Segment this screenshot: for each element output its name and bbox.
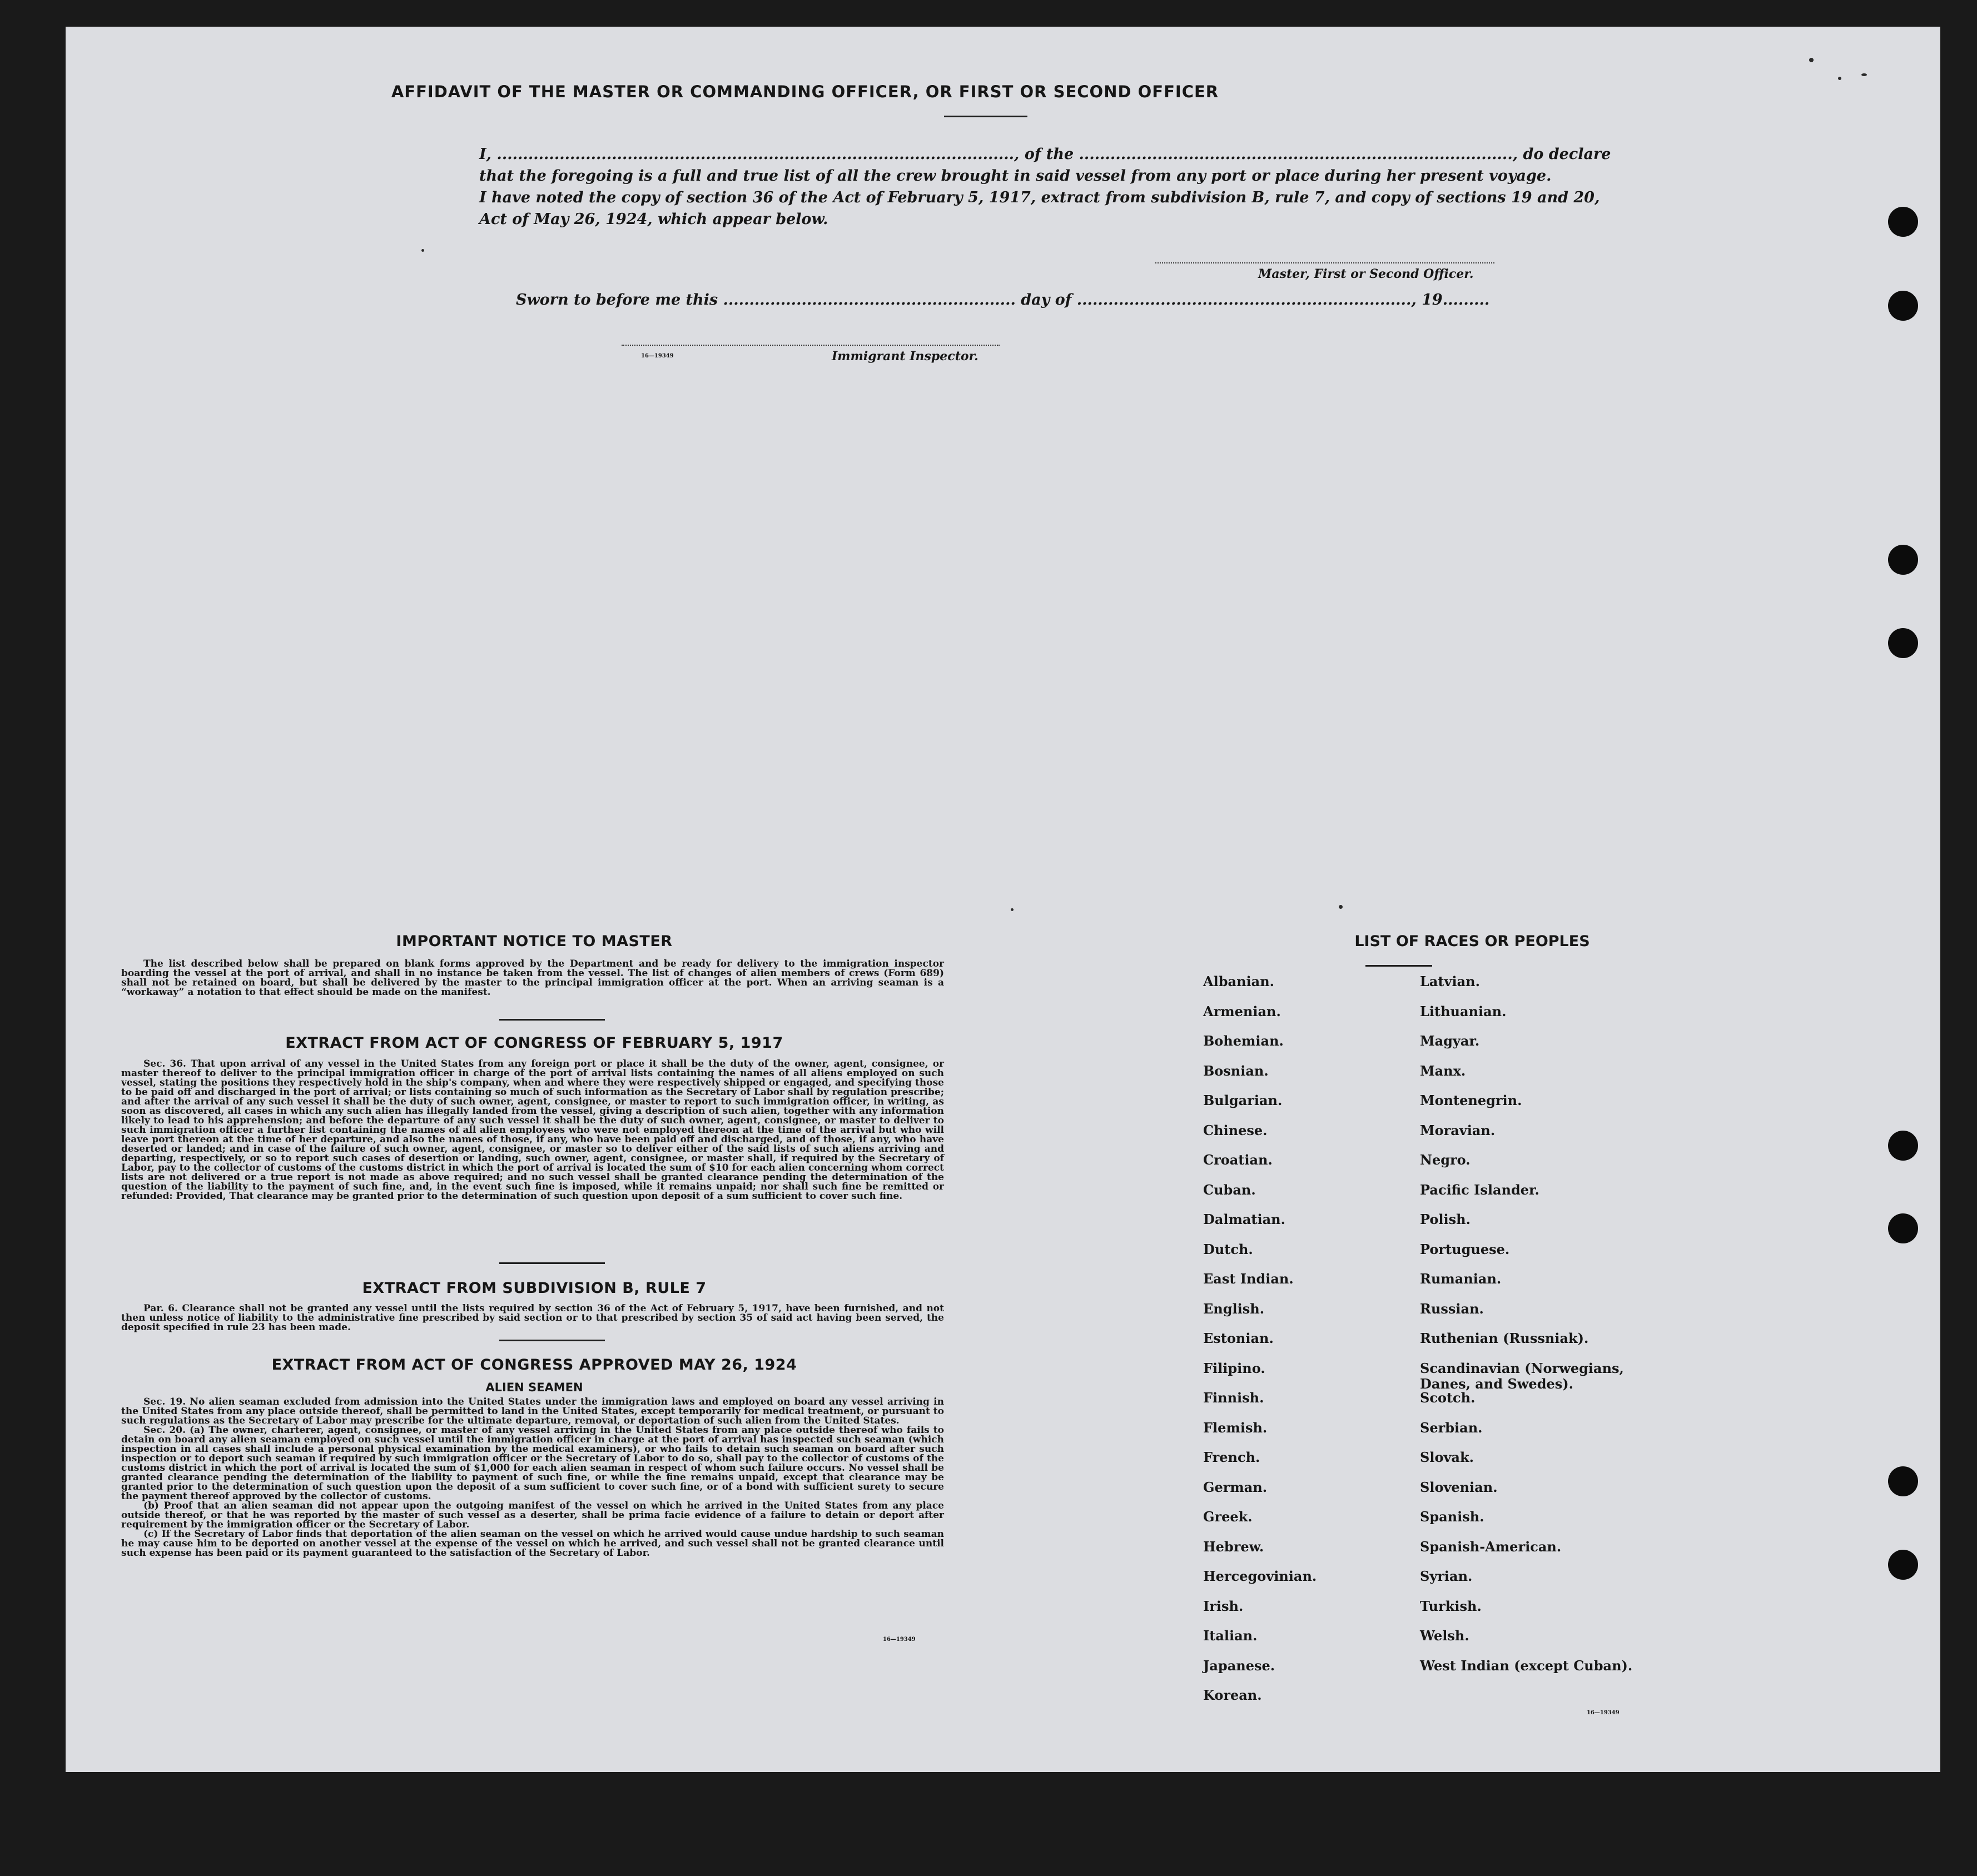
race-item: Rumanian. [1420,1271,1502,1287]
punch-hole [1888,1550,1918,1580]
speck [1011,908,1014,911]
race-item: Montenegrin. [1420,1092,1522,1108]
race-item: Polish. [1420,1211,1471,1227]
race-item: Filipino. [1203,1360,1265,1376]
race-item: Bulgarian. [1203,1092,1283,1108]
races-title: LIST OF RACES OR PEOPLES [1354,933,1590,950]
punch-hole [1888,1131,1918,1161]
race-item: Dutch. [1203,1241,1253,1257]
extract-1917-title: EXTRACT FROM ACT OF CONGRESS OF FEBRUARY 5, 1917 [285,1034,783,1052]
form-code: 16—19349 [1587,1710,1620,1716]
speck [421,249,424,252]
extract-1924-sec20c: (c) If the Secretary of Labor finds that deportation of the alien seaman on the vessel on which he arrived would cause undue hardship to such seaman he may cause him to be deported on another vessel at the expense of the vessel on which he arrived, and such vessel shall not be granted clearance until such expense has been paid or its payment guaranteed to the satisfaction of the Secretary of Labor. [121,1529,944,1559]
race-item: Ruthenian (Russniak). [1420,1330,1589,1346]
race-item: Dalmatian. [1203,1211,1285,1227]
race-item: Latvian. [1420,973,1480,989]
speck [1861,73,1867,76]
race-item: Greek. [1203,1509,1253,1525]
race-item: Armenian. [1203,1003,1281,1019]
punch-hole [1888,1213,1918,1243]
affidavit-line-2: that the foregoing is a full and true list of all the crew brought in said vessel from any port or place during her present voyage. [479,167,1552,185]
race-item: Russian. [1420,1300,1484,1317]
race-item: Slovak. [1420,1449,1474,1465]
extract-1924-text [121,1397,944,1558]
race-item: Manx. [1420,1062,1466,1079]
race-item: Albanian. [1203,973,1274,989]
race-item: Bohemian. [1203,1033,1284,1049]
race-item: Serbian. [1420,1419,1483,1436]
punch-hole [1888,545,1918,575]
inspector-signature-line [622,345,1000,346]
race-item: Bosnian. [1203,1062,1269,1079]
punch-hole [1888,1466,1918,1496]
race-item: Korean. [1203,1687,1262,1703]
notice-title: IMPORTANT NOTICE TO MASTER [396,933,673,950]
race-item: Finnish. [1203,1390,1264,1406]
form-code: 16—19349 [883,1636,916,1643]
extract-1924-title: EXTRACT FROM ACT OF CONGRESS APPROVED MAY 26, 1924 [271,1356,797,1374]
race-item: Croatian. [1203,1152,1273,1168]
section-rule [499,1340,605,1341]
race-item: Hebrew. [1203,1538,1264,1555]
title-rule [1365,965,1432,967]
inspector-label: Immigrant Inspector. [832,349,978,364]
extract-1924-sec20a: Sec. 20. (a) The owner, charterer, agent, consignee, or master of any vessel arriving in the United States from any place outside thereof who fails to detain on board any alien seaman employed on such vessel until the immigration officer in charge at the port of arrival has inspected such seaman (which inspection in all cases shall include a personal physical examination by the medical examiners), or who fails to detain such seaman on board after such inspection or to deport such seaman if required by such immigration officer or the Secretary of Labor to do so, shall pay to the collector of customs of the customs district in which the port of arrival is located the sum of $1,000 for each alien seaman in respect of whom such failure occurs. No vessel shall be granted clearance pending the determination of the liability to payment of such fine, or while the fine remains unpaid, except that clearance may be granted prior to the determination of such question upon the deposit of a sum sufficient to cover such fine, or of a bond with sufficient surety to secure the payment thereof approved by the collector of customs. [121,1425,944,1502]
extract-1924-sec20b: (b) Proof that an alien seaman did not appear upon the outgoing manifest of the vessel on which he arrived in the United States from any place outside thereof, or that he was reported by the master of such vessel as a deserter, shall be prima facie evidence of a failure to detain or deport after requirement by the immigration officer or the Secretary of Labor. [121,1500,944,1530]
document-page [66,27,1940,1772]
race-item: Magyar. [1420,1033,1480,1049]
race-item: Spanish. [1420,1509,1484,1525]
speck [1809,58,1814,62]
race-item: Chinese. [1203,1122,1268,1138]
race-item: Negro. [1420,1152,1471,1168]
extract-1917-text [121,1059,944,1201]
race-item: Estonian. [1203,1330,1274,1346]
extract-rule7-paragraph: Par. 6. Clearance shall not be granted any vessel until the lists required by section 36 of the Act of February 5, 1917, have been furnished, and not then unless notice of liability to the administrative fine prescribed by said section or to that prescribed by section 35 of said act having been served, the deposit specified in rule 23 has been made. [121,1303,944,1333]
race-item: Lithuanian. [1420,1003,1507,1019]
affidavit-line-4: Act of May 26, 1924, which appear below. [479,211,828,228]
form-code: 16—19349 [641,353,674,359]
section-rule [499,1262,605,1264]
race-item: Turkish. [1420,1598,1482,1614]
race-item: Welsh. [1420,1628,1469,1644]
race-item: Spanish-American. [1420,1538,1562,1555]
signature-line [1155,262,1494,263]
race-item: Flemish. [1203,1419,1268,1436]
races-right-column [1420,974,1632,1688]
race-item: Scandinavian (Norwegians, Danes, and Swedes). [1420,1360,1624,1392]
notice-text [121,959,944,997]
race-item: Pacific Islander. [1420,1181,1539,1198]
punch-hole [1888,291,1918,321]
speck [1838,77,1841,80]
affidavit-line-1: I, ..................................................................................................., of the ..................................................................................., do declare [479,146,1611,163]
extract-1924-sec19: Sec. 19. No alien seaman excluded from admission into the United States under the immigration laws and employed on board any vessel arriving in the United States from any place outside thereof, shall be permitted to land in the United States, except temporarily for medical treatment, or pursuant to such regulations as the Secretary of Labor may prescribe for the ultimate departure, removal, or deportation of such alien from the United States. [121,1396,944,1426]
section-rule [499,1019,605,1021]
race-item: Irish. [1203,1598,1244,1614]
notice-paragraph: The list described below shall be prepared on blank forms approved by the Department and be ready for delivery to the immigration inspector boarding the vessel at the port of arrival, and shall in no instance be taken from the vessel. The list of changes of alien members of crews (Form 689) shall not be retained on board, but shall be delivered by the master to the principal immigration officer at the port. When an arriving seaman is a “workaway” a notation to that effect should be made on the manifest. [121,958,944,998]
race-item: Japanese. [1203,1657,1275,1674]
title-rule [944,116,1027,117]
signature-label: Master, First or Second Officer. [1258,267,1474,281]
extract-rule7-text [121,1304,944,1332]
race-item: Scotch. [1420,1390,1476,1406]
race-item: French. [1203,1449,1260,1465]
race-item: English. [1203,1300,1265,1317]
extract-1924-subtitle: ALIEN SEAMEN [485,1381,583,1394]
race-item: Moravian. [1420,1122,1496,1138]
affidavit-line-3: I have noted the copy of section 36 of the Act of February 5, 1917, extract from subdivision B, rule 7, and copy of sections 19 and 20, [479,189,1600,206]
affidavit-title: AFFIDAVIT OF THE MASTER OR COMMANDING OFFICER, OR FIRST OR SECOND OFFICER [391,82,1219,101]
race-item: West Indian (except Cuban). [1420,1657,1633,1674]
sworn-line: Sworn to before me this ........................................................ day of ................................................................, 19......... [516,291,1490,308]
race-item: East Indian. [1203,1271,1294,1287]
speck [1339,905,1343,909]
race-item: Portuguese. [1420,1241,1510,1257]
extract-1917-paragraph: Sec. 36. That upon arrival of any vessel in the United States from any foreign port or place it shall be the duty of the owner, agent, consignee, or master thereof to deliver to the principal immigration officer in charge of the port of arrival lists containing the names of all aliens employed on such vessel, stating the positions they respectively hold in the ship's company, when and where they were respectively shipped or engaged, and specifying those to be paid off and discharged in the port of arrival; or lists containing so much of such information as the Secretary of Labor shall by regulation prescribe; and after the arrival of any such vessel it shall be the duty of such owner, agent, consignee, or master to report to such immigration officer, in writing, as soon as discovered, all cases in which any such alien has illegally landed from the vessel, giving a description of such alien, together with any information likely to lead to his apprehension; and before the departure of any such vessel it shall be the duty of such owner, agent, consignee, or master to deliver to such immigration officer a further list containing the names of all alien employees who were not employed thereon at the time of the arrival but who will leave port thereon at the time of her departure, and also the names of those, if any, who have been paid off and discharged, and of those, if any, who have deserted or landed; and in case of the failure of such owner, agent, consignee, or master so to deliver either of the said lists of such aliens arriving and departing, respectively, or so to report such cases of desertion or landing, such owner, agent, consignee, or master shall, if required by the Secretary of Labor, pay to the collector of customs of the customs district in which the port of arrival is located the sum of $10 for each alien concerning whom correct lists are not delivered or a true report is not made as above required; and no such vessel shall be granted clearance pending the determination of the question of the liability to the payment of such fine, and, in the event such fine is imposed, while it remains unpaid; nor shall such fine be remitted or refunded: Provided, That clearance may be granted prior to the determination of such question upon deposit of a sum sufficient to cover such fine. [121,1058,944,1202]
race-item: Slovenian. [1420,1479,1498,1495]
race-item: Italian. [1203,1628,1258,1644]
race-item: Hercegovinian. [1203,1568,1317,1584]
race-item: German. [1203,1479,1268,1495]
race-item: Syrian. [1420,1568,1473,1584]
punch-hole [1888,207,1918,237]
punch-hole [1888,628,1918,658]
extract-rule7-title: EXTRACT FROM SUBDIVISION B, RULE 7 [362,1280,707,1297]
races-left-column [1203,974,1317,1718]
race-item: Cuban. [1203,1181,1256,1198]
